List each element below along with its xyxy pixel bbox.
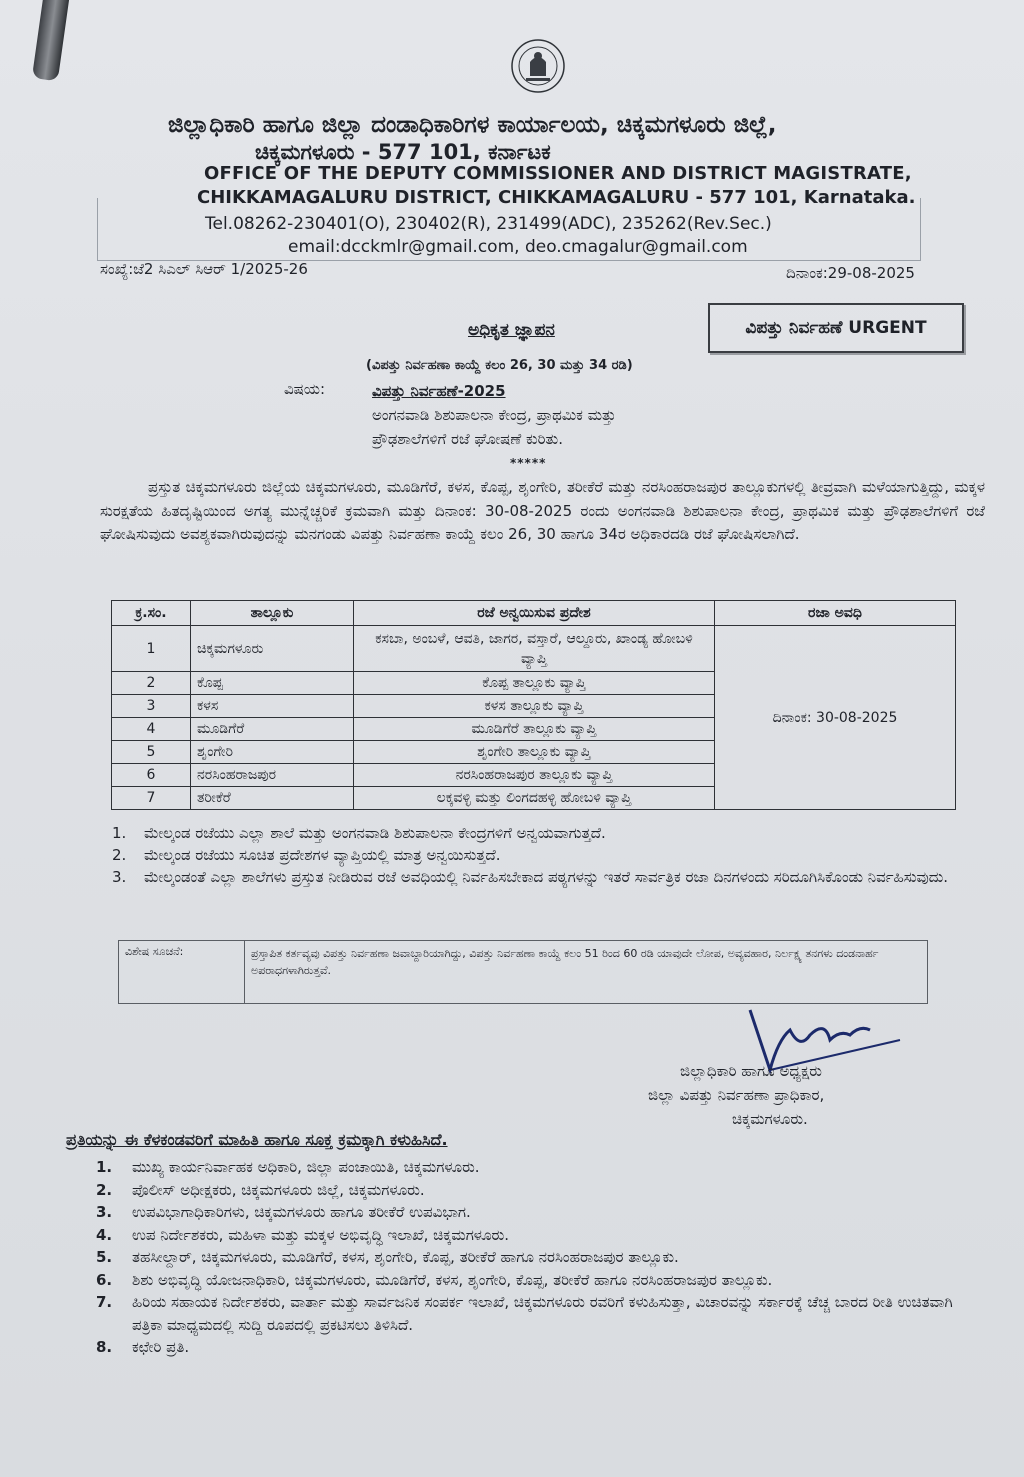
note-number: 2. (112, 846, 127, 864)
special-note-box (118, 940, 928, 1004)
cell-taluk: ಶೃಂಗೇರಿ (191, 741, 354, 764)
body-text: ಪ್ರಸ್ತುತ ಚಿಕ್ಕಮಗಳೂರು ಜಿಲ್ಲೆಯ ಚಿಕ್ಕಮಗಳೂರು, ಮೂಡಿಗೆರೆ, ಕಳಸ, ಕೊಪ್ಪ, ಶೃಂಗೇರಿ, ತರೀಕೆರೆ ಮತ್ತು ನರಸಿಂಹರಾಜಪುರ ತಾಲ್ಲೂಕುಗಳಲ್ಲಿ ತೀವ್ರವಾಗಿ ಮಳೆಯಾಗುತ್ತಿದ್ದು, ಮಕ್ಕಳ ಸುರಕ್ಷತೆಯ ಹಿತದೃಷ್ಟಿಯಿಂದ ಅಗತ್ಯ ಮುನ್ನೆಚ್ಚರಿಕೆ ಕ್ರಮವಾಗಿ ಮತ್ತು ದಿನಾಂಕ: 30-08-2025 ರಂದು ಅಂಗನವಾಡಿ ಶಿಶುಪಾಲನಾ ಕೇಂದ್ರ, ಪ್ರಾಥಮಿಕ ಮತ್ತು ಪ್ರೌಢಶಾಲೆಗಳಿಗೆ ರಜೆ ಘೋಷಿಸುವುದು ಅವಶ್ಯಕವಾಗಿರುವುದನ್ನು ಮನಗಂಡು ವಿಪತ್ತು ನಿರ್ವಹಣಾ ಕಾಯ್ದೆ ಕಲಂ 26, 30 ಹಾಗೂ 34ರ ಅಧಿಕಾರದಡಿ ರಜೆ ಘೋಷಿಸಲಾಗಿದೆ. (100, 478, 985, 543)
subject-label: ವಿಷಯ: (284, 380, 325, 398)
list-item (96, 1156, 966, 1179)
copy-to-heading: ಪ್ರತಿಯನ್ನು ಈ ಕೆಳಕಂಡವರಿಗೆ ಮಾಹಿತಿ ಹಾಗೂ ಸೂಕ್ತ ಕ್ರಮಕ್ಕಾಗಿ ಕಳುಹಿಸಿದೆ. (66, 1130, 448, 1149)
header-serial: ಕ್ರ.ಸಂ. (112, 601, 191, 626)
cell-taluk: ತರೀಕೆರೆ (191, 787, 354, 810)
order-title: ಅಧಿಕೃತ ಜ್ಞಾಪನ (468, 320, 555, 340)
separator: ***** (510, 456, 547, 470)
copy-number: 8. (96, 1338, 113, 1356)
cell-area: ಮೂಡಿಗೆರೆ ತಾಲ್ಲೂಕು ವ್ಯಾಪ್ತಿ (354, 718, 715, 741)
special-note-text: ಪ್ರಸ್ತಾಪಿತ ಕರ್ತವ್ಯವು ವಿಪತ್ತು ನಿರ್ವಹಣಾ ಜವಾಬ್ದಾರಿಯಾಗಿದ್ದು, ವಿಪತ್ತು ನಿರ್ವಹಣಾ ಕಾಯ್ದೆ ಕಲಂ 51 ರಿಂದ 60 ರಡಿ ಯಾವುದೇ ಲೋಪ, ಅವ್ಯವಹಾರ, ನಿರ್ಲಕ್ಷ್ಯ ತನಗಳು ದಂಡನಾರ್ಹ ಅಪರಾಧಗಳಾಗಿರುತ್ತವೆ. (251, 947, 879, 977)
copy-number: 7. (96, 1293, 113, 1311)
cell-serial: 5 (112, 741, 191, 764)
copy-number: 6. (96, 1270, 113, 1289)
special-note-label: ವಿಶೇಷ ಸೂಚನೆ: (119, 941, 245, 1003)
cell-taluk: ಕಳಸ (191, 695, 354, 718)
act-reference: (ವಿಪತ್ತು ನಿರ್ವಹಣಾ ಕಾಯ್ದೆ ಕಲಂ 26, 30 ಮತ್ತು 34 ರಡಿ) (366, 358, 633, 373)
copy-text: ತಹಸೀಲ್ದಾರ್, ಚಿಕ್ಕಮಗಳೂರು, ಮೂಡಿಗೆರೆ, ಕಳಸ, ಶೃಂಗೇರಿ, ಕೊಪ್ಪ, ತರೀಕೆರೆ ಹಾಗೂ ನರಸಿಂಹರಾಜಪುರ ತಾಲ್ಲೂಕು. (132, 1248, 679, 1266)
list-item (96, 1336, 966, 1359)
pen-object (32, 0, 70, 81)
cell-area: ಕೊಪ್ಪ ತಾಲ್ಲೂಕು ವ್ಯಾಪ್ತಿ (354, 672, 715, 695)
copy-number: 5. (96, 1248, 113, 1266)
cell-serial: 3 (112, 695, 191, 718)
cell-area: ಲಕ್ಕವಳ್ಳಿ ಮತ್ತು ಲಿಂಗದಹಳ್ಳಿ ಹೋಬಳಿ ವ್ಯಾಪ್ತಿ (354, 787, 715, 810)
cell-area: ನರಸಿಂಹರಾಜಪುರ ತಾಲ್ಲೂಕು ವ್ಯಾಪ್ತಿ (354, 764, 715, 787)
list-item (112, 844, 992, 866)
reference-number: ಸಂಖ್ಯೆ:ಜೆ2 ಸಿಎಲ್ ಸಿಆರ್ 1/2025-26 (100, 260, 308, 278)
cell-taluk: ಕೊಪ್ಪ (191, 672, 354, 695)
body-paragraph (100, 476, 985, 547)
list-item (96, 1246, 966, 1269)
cell-area: ಕಳಸ ತಾಲ್ಲೂಕು ವ್ಯಾಪ್ತಿ (354, 695, 715, 718)
list-item (112, 866, 992, 888)
header-period: ರಜಾ ಅವಧಿ (715, 601, 956, 626)
karnataka-emblem-icon (508, 34, 568, 102)
cell-area: ಕಸಬಾ, ಅಂಬಳೆ, ಆವತಿ, ಜಾಗರ, ವಸ್ತಾರೆ, ಆಲ್ದೂರು, ಖಾಂಡ್ಯ ಹೋಬಳಿ ವ್ಯಾಪ್ತಿ (354, 626, 715, 672)
list-item (96, 1224, 966, 1247)
table-row (112, 626, 956, 672)
subject-line-3: ಪ್ರೌಢಶಾಲೆಗಳಿಗೆ ರಜೆ ಘೋಷಣೆ ಕುರಿತು. (372, 430, 563, 448)
copy-to-list (96, 1156, 966, 1359)
list-item (112, 822, 992, 844)
signatory-line-1: ಜಿಲ್ಲಾಧಿಕಾರಿ ಹಾಗೂ ಅಧ್ಯಕ್ಷರು (680, 1062, 822, 1080)
note-number: 3. (112, 868, 127, 886)
cell-serial: 4 (112, 718, 191, 741)
cell-taluk: ನರಸಿಂಹರಾಜಪುರ (191, 764, 354, 787)
cell-taluk: ಚಿಕ್ಕಮಗಳೂರು (191, 626, 354, 672)
signatory-line-2: ಜಿಲ್ಲಾ ವಿಪತ್ತು ನಿರ್ವಹಣಾ ಪ್ರಾಧಿಕಾರ, (648, 1086, 825, 1104)
cell-serial: 1 (112, 626, 191, 672)
copy-text: ಕಛೇರಿ ಪ್ರತಿ. (132, 1338, 190, 1356)
cell-period: ದಿನಾಂಕ: 30-08-2025 (715, 626, 956, 810)
subject-line-2: ಅಂಗನವಾಡಿ ಶಿಶುಪಾಲನಾ ಕೇಂದ್ರ, ಪ್ರಾಥಮಿಕ ಮತ್ತು (372, 406, 616, 424)
note-text: ಮೇಲ್ಕಂಡ ರಜೆಯು ಎಲ್ಲಾ ಶಾಲೆ ಮತ್ತು ಅಂಗನವಾಡಿ ಶಿಶುಪಾಲನಾ ಕೇಂದ್ರಗಳಿಗೆ ಅನ್ವಯವಾಗುತ್ತದೆ. (144, 824, 606, 842)
cell-area: ಶೃಂಗೇರಿ ತಾಲ್ಲೂಕು ವ್ಯಾಪ್ತಿ (354, 741, 715, 764)
office-address-kannada: ಚಿಕ್ಕಮಗಳೂರು - 577 101, ಕರ್ನಾಟಕ (255, 140, 551, 164)
cell-taluk: ಮೂಡಿಗೆರೆ (191, 718, 354, 741)
copy-text: ಮುಖ್ಯ ಕಾರ್ಯನಿರ್ವಾಹಕ ಅಧಿಕಾರಿ, ಜಿಲ್ಲಾ ಪಂಚಾಯಿತಿ, ಚಿಕ್ಕಮಗಳೂರು. (132, 1158, 480, 1176)
cell-serial: 2 (112, 672, 191, 695)
office-name-kannada: ಜಿಲ್ಲಾಧಿಕಾರಿ ಹಾಗೂ ಜಿಲ್ಲಾ ದಂಡಾಧಿಕಾರಿಗಳ ಕಾರ್ಯಾಲಯ, ಚಿಕ್ಕಮಗಳೂರು ಜಿಲ್ಲೆ, (168, 112, 777, 138)
list-item (96, 1291, 966, 1336)
copy-text: ಪೊಲೀಸ್ ಅಧೀಕ್ಷಕರು, ಚಿಕ್ಕಮಗಳೂರು ಜಿಲ್ಲೆ, ಚಿಕ್ಕಮಗಳೂರು. (132, 1180, 425, 1199)
list-item (96, 1179, 966, 1202)
header-taluk: ತಾಲ್ಲೂಕು (191, 601, 354, 626)
notes-list (112, 822, 992, 888)
copy-text: ಉಪ ನಿರ್ದೇಶಕರು, ಮಹಿಳಾ ಮತ್ತು ಮಕ್ಕಳ ಅಭಿವೃದ್ಧಿ ಇಲಾಖೆ, ಚಿಕ್ಕಮಗಳೂರು. (132, 1225, 509, 1244)
copy-number: 2. (96, 1180, 113, 1199)
urgent-stamp: ವಿಪತ್ತು ನಿರ್ವಹಣೆ URGENT (708, 303, 964, 353)
copy-number: 4. (96, 1225, 113, 1244)
note-text: ಮೇಲ್ಕಂಡ ರಜೆಯು ಸೂಚಿತ ಪ್ರದೇಶಗಳ ವ್ಯಾಪ್ತಿಯಲ್ಲಿ ಮಾತ್ರ ಅನ್ವಯಿಸುತ್ತದೆ. (144, 846, 501, 864)
list-item (96, 1201, 966, 1224)
cell-serial: 7 (112, 787, 191, 810)
cell-serial: 6 (112, 764, 191, 787)
copy-text: ಶಿಶು ಅಭಿವೃದ್ಧಿ ಯೋಜನಾಧಿಕಾರಿ, ಚಿಕ್ಕಮಗಳೂರು, ಮೂಡಿಗೆರೆ, ಕಳಸ, ಶೃಂಗೇರಿ, ಕೊಪ್ಪ, ತರೀಕೆರೆ ಹಾಗೂ ನರಸಿಂಹರಾಜಪುರ ತಾಲ್ಲೂಕು. (132, 1270, 773, 1289)
copy-text: ಉಪವಿಭಾಗಾಧಿಕಾರಿಗಳು, ಚಿಕ್ಕಮಗಳೂರು ಹಾಗೂ ತರೀಕೆರೆ ಉಪವಿಭಾಗ. (132, 1203, 471, 1221)
document-date: ದಿನಾಂಕ:29-08-2025 (786, 264, 915, 282)
note-number: 1. (112, 824, 127, 842)
email-addresses: email:dcckmlr@gmail.com, deo.cmagalur@gmail.com (288, 237, 748, 257)
table-header-row (112, 601, 956, 626)
copy-text: ಹಿರಿಯ ಸಹಾಯಕ ನಿರ್ದೇಶಕರು, ವಾರ್ತಾ ಮತ್ತು ಸಾರ್ವಜನಿಕ ಸಂಪರ್ಕ ಇಲಾಖೆ, ಚಿಕ್ಕಮಗಳೂರು ರವರಿಗೆ ಕಳುಹಿಸುತ್ತಾ, ವಿಚಾರವನ್ನು ಸರ್ಕಾರಕ್ಕೆ ಚೆಚ್ಚ ಬಾರದ ರೀತಿ ಉಚಿತವಾಗಿ ಪತ್ರಿಕಾ ಮಾಧ್ಯಮದಲ್ಲಿ ಸುದ್ದಿ ರೂಪದಲ್ಲಿ ಪ್ರಕಟಿಸಲು ತಿಳಿಸಿದೆ. (132, 1293, 953, 1334)
holiday-table (111, 600, 956, 810)
office-name-english: OFFICE OF THE DEPUTY COMMISSIONER AND DISTRICT MAGISTRATE, (204, 163, 912, 184)
subject-line-1: ವಿಪತ್ತು ನಿರ್ವಹಣೆ-2025 (372, 382, 506, 400)
telephone-numbers: Tel.08262-230401(O), 230402(R), 231499(ADC), 235262(Rev.Sec.) (205, 214, 772, 234)
header-area: ರಜೆ ಅನ್ವಯಿಸುವ ಪ್ರದೇಶ (354, 601, 715, 626)
note-text: ಮೇಲ್ಕಂಡಂತೆ ಎಲ್ಲಾ ಶಾಲೆಗಳು ಪ್ರಸ್ತುತ ನೀಡಿರುವ ರಜೆ ಅವಧಿಯಲ್ಲಿ ನಿರ್ವಹಿಸಬೇಕಾದ ಪಠ್ಯಗಳನ್ನು ಇತರೆ ಸಾರ್ವತ್ರಿಕ ರಜಾ ದಿನಗಳಂದು ಸರಿದೂಗಿಸಿಕೊಂಡು ನಿರ್ವಹಿಸುವುದು. (144, 868, 948, 886)
office-address-english: CHIKKAMAGALURU DISTRICT, CHIKKAMAGALURU - 577 101, Karnataka. (197, 187, 916, 208)
list-item (96, 1269, 966, 1292)
copy-number: 3. (96, 1203, 113, 1221)
signatory-line-3: ಚಿಕ್ಕಮಗಳೂರು. (732, 1110, 808, 1128)
copy-number: 1. (96, 1158, 113, 1176)
